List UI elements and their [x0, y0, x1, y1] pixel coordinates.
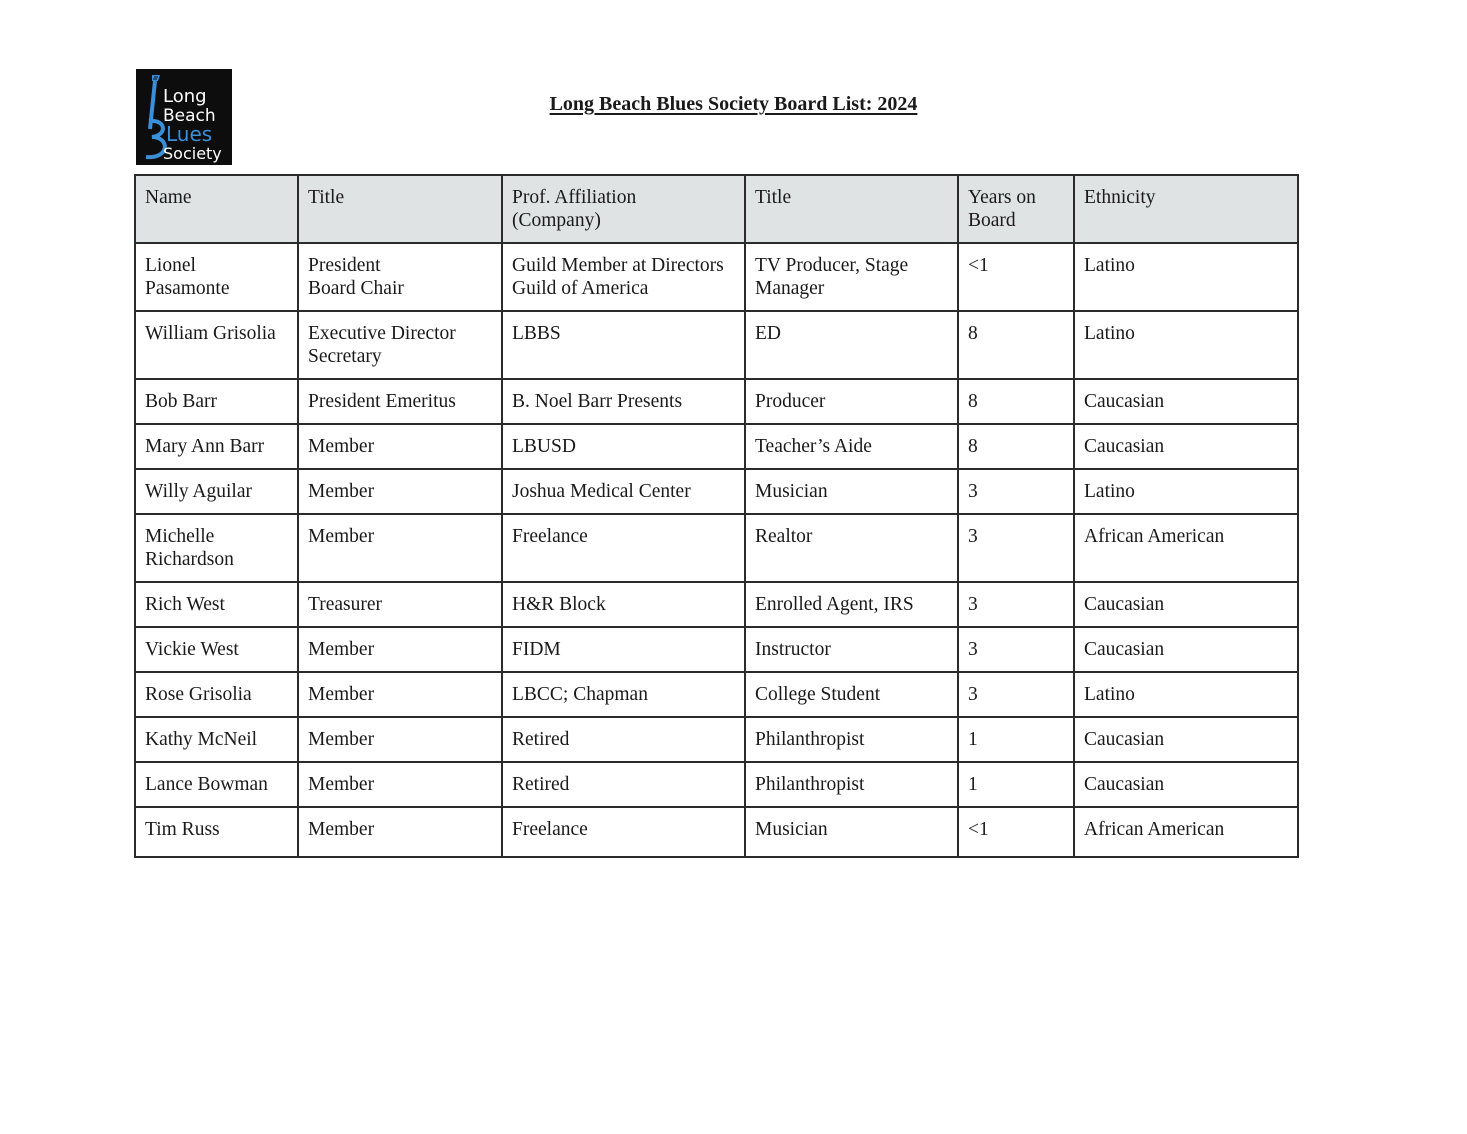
logo-word-long: Long	[163, 86, 207, 107]
cell-name: Kathy McNeil	[135, 717, 298, 762]
cell-name: William Grisolia	[135, 311, 298, 379]
header-ethnicity: Ethnicity	[1074, 175, 1298, 243]
cell-job-title: ED	[745, 311, 958, 379]
logo-word-society: Society	[163, 144, 222, 163]
cell-affiliation: LBCC; Chapman	[502, 672, 745, 717]
cell-ethnicity: Caucasian	[1074, 762, 1298, 807]
cell-ethnicity: Caucasian	[1074, 582, 1298, 627]
cell-name: Vickie West	[135, 627, 298, 672]
cell-ethnicity: Latino	[1074, 672, 1298, 717]
cell-affiliation: LBUSD	[502, 424, 745, 469]
cell-name: Tim Russ	[135, 807, 298, 857]
cell-ethnicity: Latino	[1074, 243, 1298, 311]
cell-years: 3	[958, 514, 1074, 582]
cell-job-title: TV Producer, Stage Manager	[745, 243, 958, 311]
cell-ethnicity: Latino	[1074, 311, 1298, 379]
guitar-logo-icon	[136, 69, 232, 165]
cell-job-title: Teacher’s Aide	[745, 424, 958, 469]
cell-board-title: Member	[298, 762, 502, 807]
header-years-on-board: Years on Board	[958, 175, 1074, 243]
long-beach-blues-society-logo	[136, 69, 232, 165]
cell-board-title: Member	[298, 627, 502, 672]
header-board-title: Title	[298, 175, 502, 243]
cell-name: Rose Grisolia	[135, 672, 298, 717]
cell-years: 3	[958, 582, 1074, 627]
table-row	[135, 672, 1298, 717]
cell-job-title: College Student	[745, 672, 958, 717]
logo-word-beach: Beach	[163, 106, 216, 126]
cell-job-title: Musician	[745, 469, 958, 514]
board-list-table	[134, 174, 1299, 858]
cell-job-title: Realtor	[745, 514, 958, 582]
cell-ethnicity: Latino	[1074, 469, 1298, 514]
table-row	[135, 717, 1298, 762]
cell-affiliation: Joshua Medical Center	[502, 469, 745, 514]
cell-name: Lance Bowman	[135, 762, 298, 807]
header-name: Name	[135, 175, 298, 243]
header-prof-affiliation: Prof. Affiliation (Company)	[502, 175, 745, 243]
cell-ethnicity: Caucasian	[1074, 627, 1298, 672]
cell-name: Bob Barr	[135, 379, 298, 424]
cell-name: Mary Ann Barr	[135, 424, 298, 469]
cell-years: 8	[958, 379, 1074, 424]
cell-years: <1	[958, 243, 1074, 311]
cell-name: Lionel Pasamonte	[135, 243, 298, 311]
table-row	[135, 379, 1298, 424]
cell-years: 1	[958, 762, 1074, 807]
table-row	[135, 243, 1298, 311]
cell-affiliation: Retired	[502, 717, 745, 762]
cell-board-title: Member	[298, 672, 502, 717]
cell-years: 8	[958, 424, 1074, 469]
cell-affiliation: Freelance	[502, 514, 745, 582]
table-row	[135, 424, 1298, 469]
cell-job-title: Enrolled Agent, IRS	[745, 582, 958, 627]
table-row	[135, 514, 1298, 582]
cell-board-title: President Board Chair	[298, 243, 502, 311]
cell-years: <1	[958, 807, 1074, 857]
cell-affiliation: B. Noel Barr Presents	[502, 379, 745, 424]
cell-job-title: Producer	[745, 379, 958, 424]
cell-board-title: Member	[298, 807, 502, 857]
cell-ethnicity: African American	[1074, 807, 1298, 857]
cell-board-title: Member	[298, 514, 502, 582]
table-row	[135, 762, 1298, 807]
table-row	[135, 582, 1298, 627]
cell-affiliation: Guild Member at Directors Guild of America	[502, 243, 745, 311]
cell-affiliation: Retired	[502, 762, 745, 807]
cell-years: 3	[958, 672, 1074, 717]
cell-board-title: Member	[298, 469, 502, 514]
cell-affiliation: H&R Block	[502, 582, 745, 627]
table-row	[135, 469, 1298, 514]
document-title: Long Beach Blues Society Board List: 2024	[549, 93, 918, 115]
cell-board-title: President Emeritus	[298, 379, 502, 424]
cell-ethnicity: Caucasian	[1074, 717, 1298, 762]
table-row	[135, 311, 1298, 379]
cell-name: Rich West	[135, 582, 298, 627]
cell-name: Willy Aguilar	[135, 469, 298, 514]
cell-job-title: Musician	[745, 807, 958, 857]
cell-years: 8	[958, 311, 1074, 379]
header-job-title: Title	[745, 175, 958, 243]
cell-name: Michelle Richardson	[135, 514, 298, 582]
cell-affiliation: FIDM	[502, 627, 745, 672]
logo-word-blues: Lues	[166, 122, 213, 146]
cell-ethnicity: African American	[1074, 514, 1298, 582]
table-row	[135, 627, 1298, 672]
cell-ethnicity: Caucasian	[1074, 379, 1298, 424]
cell-affiliation: LBBS	[502, 311, 745, 379]
cell-board-title: Member	[298, 717, 502, 762]
cell-years: 1	[958, 717, 1074, 762]
cell-job-title: Philanthropist	[745, 717, 958, 762]
cell-affiliation: Freelance	[502, 807, 745, 857]
cell-job-title: Instructor	[745, 627, 958, 672]
cell-years: 3	[958, 469, 1074, 514]
cell-years: 3	[958, 627, 1074, 672]
table-header-row	[135, 175, 1298, 243]
cell-ethnicity: Caucasian	[1074, 424, 1298, 469]
cell-board-title: Executive Director Secretary	[298, 311, 502, 379]
cell-board-title: Treasurer	[298, 582, 502, 627]
table-row	[135, 807, 1298, 857]
cell-job-title: Philanthropist	[745, 762, 958, 807]
cell-board-title: Member	[298, 424, 502, 469]
